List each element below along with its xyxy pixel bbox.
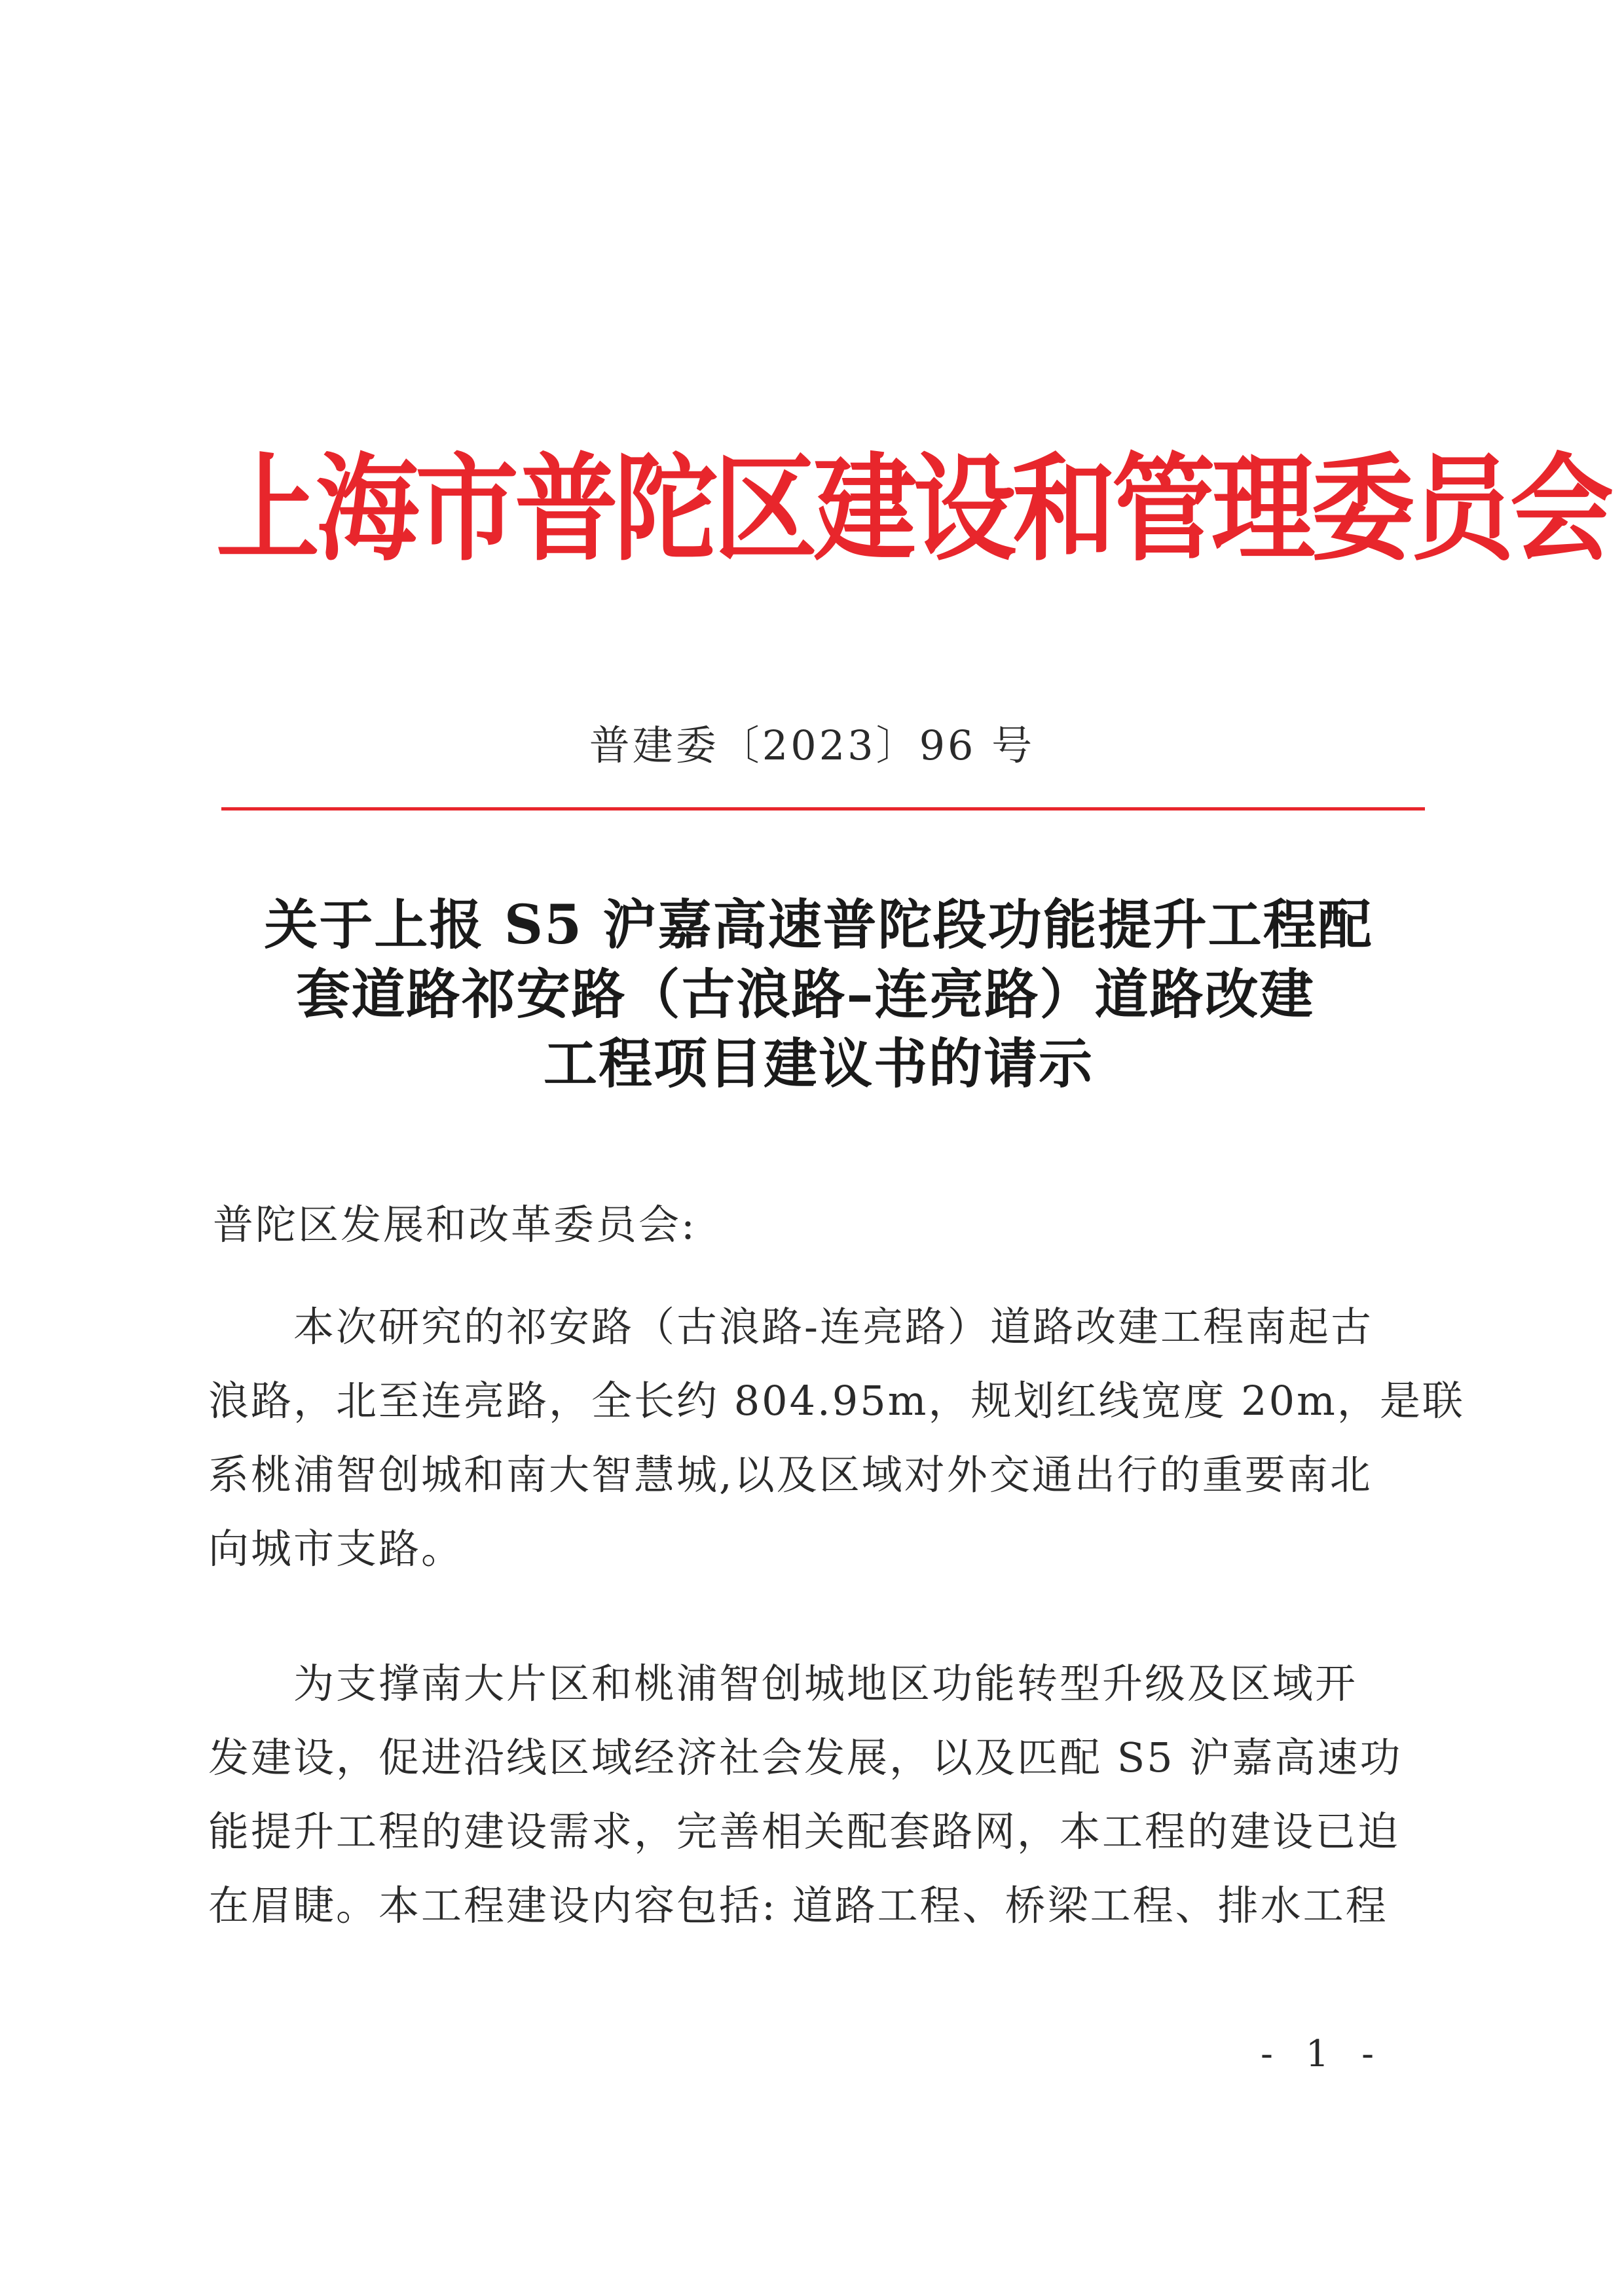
paragraph-1 (208, 1290, 1465, 1586)
paragraph-1-line: 系桃浦智创城和南大智慧城,以及区域对外交通出行的重要南北 (208, 1451, 1373, 1499)
paragraph-1-line: 向城市支路。 (208, 1525, 464, 1573)
paragraph-2-line: 在眉睫。本工程建设内容包括: 道路工程、桥梁工程、排水工程 (208, 1882, 1388, 1929)
masthead-org-name: 上海市普陀区建设和管理委员会 (216, 441, 1610, 577)
salutation: 普陀区发展和改革委员会: (213, 1201, 697, 1248)
title-line-1: 关于上报 S5 沪嘉高速普陀段功能提升工程配 (264, 894, 1373, 957)
title-line-3: 工程项目建议书的请示 (543, 1032, 1094, 1095)
document-number: 普建委〔2023〕96 号 (589, 721, 1035, 769)
title-line-2: 套道路祁安路（古浪路–连亮路）道路改建 (296, 963, 1315, 1026)
paragraph-2-line: 能提升工程的建设需求，完善相关配套路网，本工程的建设已迫 (208, 1808, 1401, 1855)
page-number: - 1 - (1261, 2033, 1385, 2075)
red-separator-line (221, 807, 1425, 811)
paragraph-2-line: 发建设，促进沿线区域经济社会发展，以及匹配 S5 沪嘉高速功 (208, 1734, 1403, 1781)
paragraph-2-line: 为支撑南大片区和桃浦智创城地区功能转型升级及区域开 (293, 1660, 1358, 1707)
paragraph-1-line: 浪路，北至连亮路，全长约 804.95m，规划红线宽度 20m，是联 (208, 1377, 1465, 1425)
document-title (196, 890, 1441, 1099)
paragraph-1-line: 本次研究的祁安路（古浪路-连亮路）道路改建工程南起古 (293, 1303, 1373, 1351)
paragraph-2 (208, 1647, 1439, 1942)
